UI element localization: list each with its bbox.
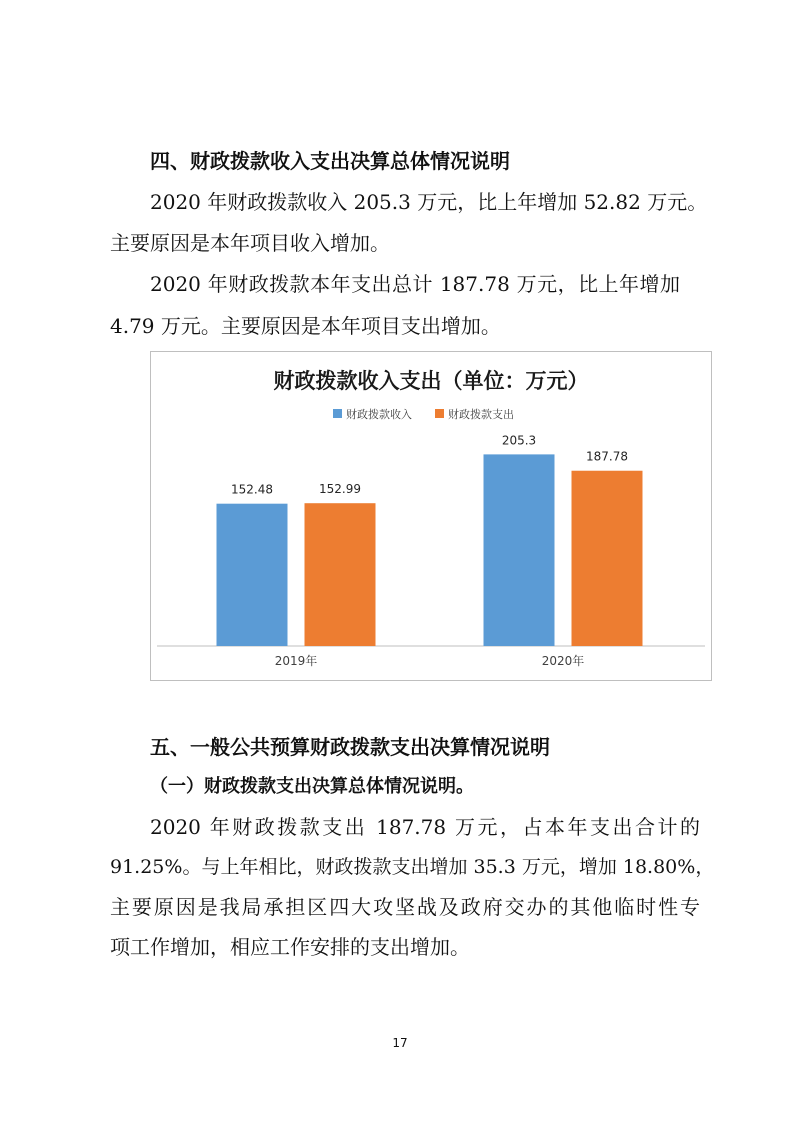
section4-paragraph2-line2: 4.79 万元。主要原因是本年项目支出增加。 [110, 314, 501, 338]
section5-paragraph-line1: 2020 年财政拨款支出 187.78 万元，占本年支出合计的 [150, 815, 700, 839]
legend-label-expense: 财政拨款支出 [448, 408, 514, 421]
chart-marks [217, 433, 643, 668]
data-label-expense-1: 187.78 [586, 449, 628, 464]
section5-paragraph-line4: 项工作增加，相应工作安排的支出增加。 [110, 935, 470, 959]
chart-legend [333, 407, 514, 421]
section5-paragraph-line2: 91.25%。与上年相比，财政拨款支出增加 35.3 万元，增加 18.80%， [110, 856, 715, 878]
legend-swatch-income [333, 409, 342, 418]
section4-paragraph1-line1: 2020 年财政拨款收入 205.3 万元，比上年增加 52.82 万元。 [150, 190, 708, 214]
section5-heading: 五、一般公共预算财政拨款支出决算情况说明 [150, 735, 550, 759]
section5-subheading: （一）财政拨款支出决算总体情况说明。 [150, 776, 474, 797]
x-tick-label-1: 2020年 [541, 654, 585, 668]
bar-expense-1 [572, 471, 643, 646]
chart-title: 财政拨款收入支出（单位：万元） [273, 369, 589, 393]
data-label-expense-0: 152.99 [319, 482, 361, 497]
data-label-income-1: 205.3 [501, 433, 537, 448]
bar-income-0 [217, 504, 288, 646]
finance-bar-chart [150, 351, 712, 681]
data-label-income-0: 152.48 [231, 482, 273, 497]
section4-heading: 四、财政拨款收入支出决算总体情况说明 [150, 149, 510, 173]
section4-paragraph1-line2: 主要原因是本年项目收入增加。 [110, 231, 390, 255]
bar-expense-0 [305, 503, 376, 646]
chart-canvas [151, 352, 711, 680]
page-number: 17 [392, 1036, 408, 1050]
section4-paragraph2-line1: 2020 年财政拨款本年支出总计 187.78 万元，比上年增加 [150, 272, 680, 296]
x-tick-label-0: 2019年 [274, 654, 318, 668]
legend-swatch-expense [435, 409, 444, 418]
bar-income-1 [484, 454, 555, 646]
section5-paragraph-line3: 主要原因是我局承担区四大攻坚战及政府交办的其他临时性专 [110, 895, 700, 919]
legend-label-income: 财政拨款收入 [346, 408, 412, 421]
